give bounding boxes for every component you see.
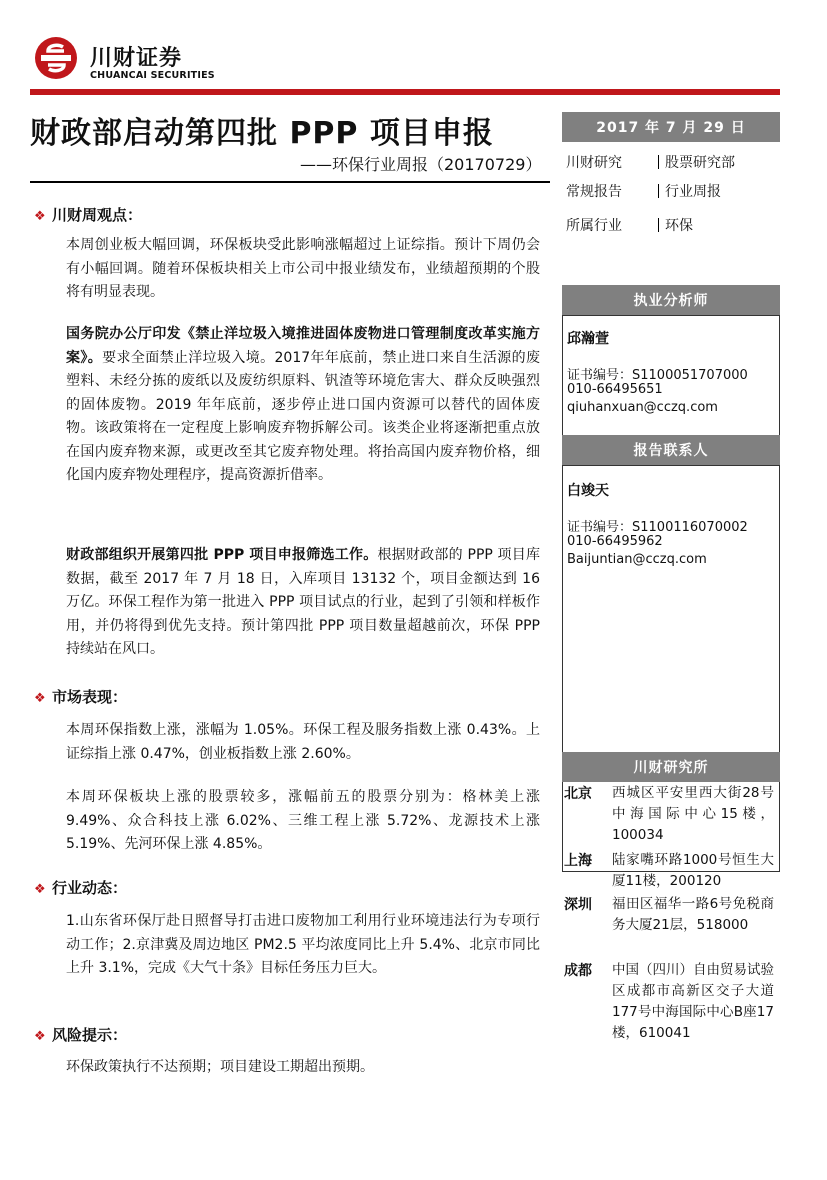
- brand-name: 川财证券: [90, 46, 183, 71]
- office-city: 北京: [564, 786, 592, 802]
- contact-name: 白竣天: [567, 483, 609, 499]
- contact-phone: 010-66495962: [567, 534, 663, 549]
- meta-value: 股票研究部: [665, 155, 735, 171]
- meta-separator: [658, 155, 659, 169]
- meta-row-report-type: [566, 181, 721, 201]
- view-paragraph-2-lead: 国务院办公厅印发《禁止洋垃圾入境推进固体废物进口管理制度改革实施方案》。: [66, 326, 540, 366]
- header-red-rule: [30, 89, 780, 95]
- contact-cert: 证书编号：S1100116070002: [567, 520, 748, 535]
- meta-key: 所属行业: [566, 218, 622, 234]
- report-title: 财政部启动第四批 PPP 项目申报: [30, 116, 494, 151]
- analyst-email[interactable]: qiuhanxuan@cczq.com: [567, 400, 718, 415]
- heading-text: 风险提示：: [52, 1026, 128, 1044]
- institute-section-header: 川财研究所: [562, 752, 780, 782]
- analyst-box: [562, 315, 780, 437]
- meta-row-industry: [566, 215, 693, 235]
- analyst-phone: 010-66495651: [567, 382, 663, 397]
- office-address: 陆家嘴环路1000号恒生大厦11楼，200120: [612, 852, 774, 889]
- meta-separator: [658, 184, 659, 198]
- office-address: 福田区福华一路6号免税商务大厦21层，518000: [612, 896, 774, 933]
- title-divider: [30, 181, 550, 183]
- meta-row-research: [566, 152, 735, 172]
- section-heading-market: [34, 686, 127, 707]
- market-paragraph-1: 本周环保指数上涨，涨幅为 1.05%。环保工程及服务指数上涨 0.43%。上证综指上涨 0.47%，创业板指数上涨 2.60%。: [66, 722, 540, 762]
- heading-text: 市场表现：: [52, 688, 128, 706]
- diamond-bullet-icon: ❖: [34, 882, 46, 897]
- section-heading-view: [34, 204, 142, 225]
- meta-key: 常规报告: [566, 184, 622, 200]
- chuancai-logo-icon: [34, 36, 78, 80]
- report-subtitle: ——环保行业周报（20170729）: [300, 155, 542, 174]
- heading-text: 行业动态：: [52, 879, 128, 897]
- view-paragraph-1: 本周创业板大幅回调，环保板块受此影响涨幅超过上证综指。预计下周仍会有小幅回调。随着环保板块相关上市公司中报业绩发布，业绩超预期的个股将有明显表现。: [66, 237, 540, 300]
- office-address: 中国（四川）自由贸易试验区成都市高新区交子大道177号中海国际中心B座17楼，610041: [612, 962, 774, 1041]
- section-heading-risk: [34, 1024, 127, 1045]
- report-date: 2017 年 7 月 29 日: [562, 112, 780, 142]
- meta-separator: [658, 218, 659, 232]
- office-city: 成都: [564, 963, 592, 979]
- meta-value: 行业周报: [665, 184, 721, 200]
- market-paragraph-2: 本周环保板块上涨的股票较多，涨幅前五的股票分别为：格林美上涨 9.49%、众合科技上涨 6.02%、三维工程上涨 5.72%、龙源技术上涨 5.19%、先河环保上涨 4.85%。: [66, 789, 540, 852]
- brand-name-english: CHUANCAI SECURITIES: [90, 70, 215, 81]
- view-paragraph-2-body: 要求全面禁止洋垃圾入境。2017年年底前，禁止进口来自生活源的废塑料、未经分拣的废纸以及废纺织原料、钒渣等环境危害大、群众反映强烈的固体废物。2019 年年底前，逐步停止进口国内资源可以替代的固体废物。该政策将在一定程度上影响废弃物拆解公司。该类企业将逐渐把重点放在国内废弃物来源，或更改至其它废弃物处理。将抬高国内废弃物价格，细化国内废弃物处理程序，提高资源折借率。: [66, 349, 540, 483]
- section-heading-industry: [34, 877, 127, 898]
- view-paragraph-2: [66, 323, 540, 488]
- contact-section-header: 报告联系人: [562, 435, 780, 465]
- analyst-section-header: 执业分析师: [562, 285, 780, 315]
- heading-text: 川财周观点：: [52, 206, 143, 224]
- view-paragraph-3-body: 根据财政部的 PPP 项目库数据，截至 2017 年 7 月 18 日，入库项目 13132 个，项目金额达到 16 万亿。环保工程作为第一批进入 PPP 项目试点的行业，起到了引领和样板作用，并仍将得到优先支持。预计第四批 PPP 项目数量超越前次，环保 PPP 持续站在风口。: [66, 547, 540, 657]
- view-paragraph-3: [66, 544, 540, 662]
- office-address: 西城区平安里西大街28号中海国际中心15楼，100034: [612, 785, 774, 843]
- diamond-bullet-icon: ❖: [34, 1029, 46, 1044]
- diamond-bullet-icon: ❖: [34, 691, 46, 706]
- office-city: 深圳: [564, 897, 592, 913]
- analyst-name: 邱瀚萱: [567, 331, 609, 347]
- contact-email[interactable]: Baijuntian@cczq.com: [567, 552, 707, 567]
- office-city: 上海: [564, 853, 592, 869]
- meta-key: 川财研究: [566, 155, 622, 171]
- industry-paragraph-1: 1.山东省环保厅赴日照督导打击进口废物加工利用行业环境违法行为专项行动工作；2.京津冀及周边地区 PM2.5 平均浓度同比上升 5.4%、北京市同比上升 3.1%，完成《大气十条》目标任务压力巨大。: [66, 913, 540, 976]
- analyst-cert: 证书编号：S1100051707000: [567, 368, 748, 383]
- risk-paragraph-1: 环保政策执行不达预期；项目建设工期超出预期。: [66, 1059, 374, 1075]
- meta-value: 环保: [665, 218, 693, 234]
- diamond-bullet-icon: ❖: [34, 209, 46, 224]
- report-sidebar: [562, 112, 780, 1180]
- view-paragraph-3-lead: 财政部组织开展第四批 PPP 项目申报筛选工作。: [66, 547, 378, 563]
